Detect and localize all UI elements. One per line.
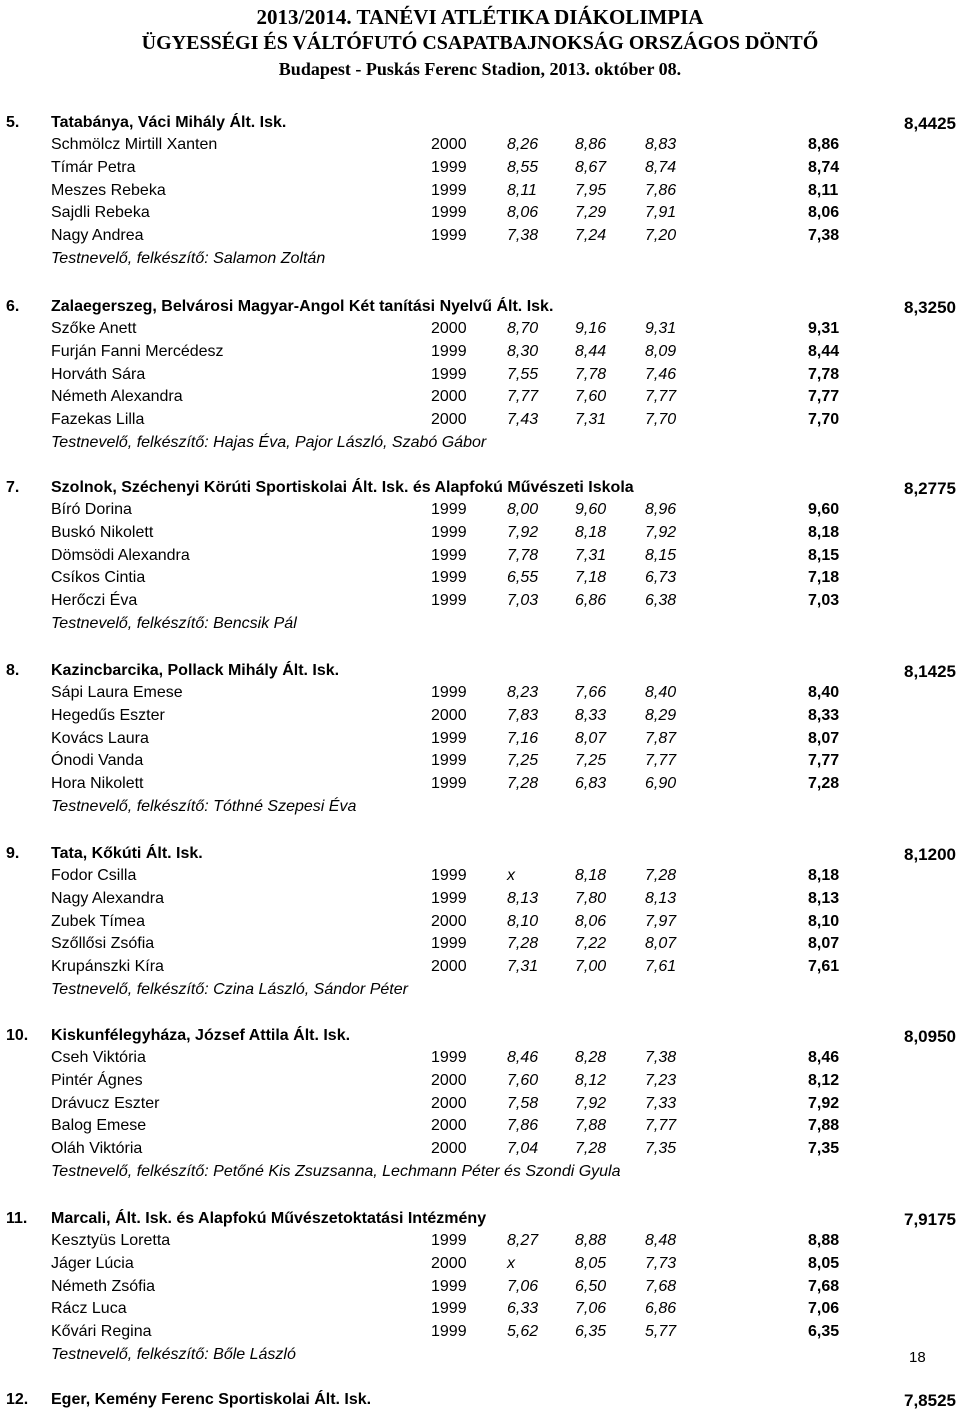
athlete-name: Nagy Andrea xyxy=(51,227,144,245)
attempt-3: 5,77 xyxy=(645,1323,677,1341)
page-header xyxy=(0,4,960,82)
athlete-name: Tímár Petra xyxy=(51,158,136,176)
attempt-3: 8,07 xyxy=(645,935,677,953)
best-result: 8,06 xyxy=(808,204,840,222)
attempt-3: 8,29 xyxy=(645,706,677,724)
athlete-row xyxy=(0,320,960,343)
athlete-name: Herőczi Éva xyxy=(51,592,138,610)
athlete-row xyxy=(0,182,960,205)
attempt-1: 7,38 xyxy=(507,227,539,245)
attempt-2: 7,95 xyxy=(575,181,607,199)
attempt-1: 7,58 xyxy=(507,1094,539,1112)
attempt-3: 8,40 xyxy=(645,684,677,701)
attempt-1: 7,83 xyxy=(507,706,539,724)
athlete-row xyxy=(0,1049,960,1072)
athlete-row xyxy=(0,1232,960,1255)
birth-year: 1999 xyxy=(431,342,467,360)
best-result: 7,70 xyxy=(808,411,840,429)
attempt-1: 7,28 xyxy=(507,935,539,953)
attempt-2: 8,18 xyxy=(575,867,607,884)
athlete-row xyxy=(0,159,960,182)
best-result: 8,18 xyxy=(808,867,840,884)
athlete-row xyxy=(0,547,960,570)
team-header xyxy=(0,298,960,320)
athlete-row xyxy=(0,890,960,913)
attempt-3: 8,09 xyxy=(645,342,677,360)
athlete-row xyxy=(0,1072,960,1095)
athlete-name: Németh Zsófia xyxy=(51,1277,156,1295)
attempt-1: 8,70 xyxy=(507,320,539,337)
athlete-row xyxy=(0,411,960,434)
athlete-name: Schmölcz Mirtill Xanten xyxy=(51,136,218,153)
athlete-row xyxy=(0,867,960,890)
team-name: Zalaegerszeg, Belvárosi Magyar-Angol Két tanítási Nyelvű Ált. Isk. xyxy=(51,298,554,315)
athlete-row xyxy=(0,1278,960,1301)
header-title: 2013/2014. TANÉVI ATLÉTIKA DIÁKOLIMPIA xyxy=(256,5,704,29)
best-result: 8,18 xyxy=(808,523,840,541)
athlete-name: Hora Nikolett xyxy=(51,775,144,793)
athlete-row xyxy=(0,204,960,227)
attempt-1: 5,62 xyxy=(507,1323,539,1341)
attempt-3: 7,87 xyxy=(645,729,677,747)
attempt-3: 7,91 xyxy=(645,204,677,222)
athlete-name: Meszes Rebeka xyxy=(51,181,166,199)
athlete-name: Nagy Alexandra xyxy=(51,889,164,907)
birth-year: 2000 xyxy=(431,1254,467,1272)
athlete-name: Németh Alexandra xyxy=(51,388,183,406)
coach-line: Testnevelő, felkészítő: Bőle László xyxy=(51,1345,296,1363)
birth-year: 2000 xyxy=(431,958,467,976)
attempt-2: 8,07 xyxy=(575,729,607,747)
attempt-2: 7,06 xyxy=(575,1300,607,1318)
attempt-1: 7,77 xyxy=(507,388,539,406)
attempt-2: 6,83 xyxy=(575,775,607,793)
attempt-2: 8,18 xyxy=(575,523,607,541)
best-result: 8,13 xyxy=(808,889,840,907)
team-score: 8,2775 xyxy=(904,479,956,498)
athlete-row xyxy=(0,913,960,936)
athlete-row xyxy=(0,730,960,753)
athlete-row xyxy=(0,684,960,707)
best-result: 7,68 xyxy=(808,1277,840,1295)
team-rank: 9. xyxy=(6,845,20,862)
attempt-2: 8,28 xyxy=(575,1049,607,1066)
attempt-2: 8,44 xyxy=(575,342,607,360)
attempt-3: 7,92 xyxy=(645,523,677,541)
attempt-3: 8,13 xyxy=(645,889,677,907)
birth-year: 2000 xyxy=(431,388,467,406)
best-result: 8,40 xyxy=(808,684,840,701)
team-header xyxy=(0,479,960,501)
athlete-name: Pintér Ágnes xyxy=(51,1071,143,1089)
athlete-name: Hegedűs Eszter xyxy=(51,706,165,724)
athlete-row xyxy=(0,569,960,592)
best-result: 8,05 xyxy=(808,1254,840,1272)
attempt-3: 7,46 xyxy=(645,365,677,383)
attempt-2: 8,67 xyxy=(575,158,607,176)
athlete-row xyxy=(0,935,960,958)
birth-year: 2000 xyxy=(431,136,467,153)
team-score: 8,3250 xyxy=(904,298,956,317)
birth-year: 1999 xyxy=(431,867,467,884)
athlete-name: Cseh Viktória xyxy=(51,1049,146,1066)
birth-year: 1999 xyxy=(431,729,467,747)
athlete-row xyxy=(0,1140,960,1163)
attempt-2: 7,24 xyxy=(575,227,607,245)
attempt-1: 8,06 xyxy=(507,204,539,222)
team-rank: 11. xyxy=(6,1210,28,1227)
birth-year: 1999 xyxy=(431,775,467,793)
page-number: 18 xyxy=(909,1349,926,1366)
athlete-name: Bíró Dorina xyxy=(51,501,132,518)
attempt-2: 7,31 xyxy=(575,411,607,429)
athlete-name: Fodor Csilla xyxy=(51,867,137,884)
birth-year: 1999 xyxy=(431,1277,467,1295)
athlete-row xyxy=(0,366,960,389)
team-name: Tata, Kőkúti Ált. Isk. xyxy=(51,845,203,862)
athlete-name: Sápi Laura Emese xyxy=(51,684,183,701)
best-result: 7,06 xyxy=(808,1300,840,1318)
attempt-2: 7,80 xyxy=(575,889,607,907)
birth-year: 1999 xyxy=(431,365,467,383)
birth-year: 1999 xyxy=(431,546,467,564)
attempt-3: 8,15 xyxy=(645,546,677,564)
attempt-1: 7,04 xyxy=(507,1140,539,1158)
attempt-1: 8,23 xyxy=(507,684,539,701)
birth-year: 2000 xyxy=(431,1140,467,1158)
birth-year: 1999 xyxy=(431,684,467,701)
athlete-name: Buskó Nikolett xyxy=(51,523,154,541)
attempt-3: 7,86 xyxy=(645,181,677,199)
attempt-3: 7,35 xyxy=(645,1140,677,1158)
team-block xyxy=(0,479,960,637)
team-block xyxy=(0,298,960,456)
coach-line: Testnevelő, felkészítő: Bencsik Pál xyxy=(51,614,297,632)
best-result: 7,92 xyxy=(808,1094,840,1112)
athlete-name: Oláh Viktória xyxy=(51,1140,143,1158)
team-header xyxy=(0,114,960,136)
attempt-1: 7,06 xyxy=(507,1277,539,1295)
team-rank: 5. xyxy=(6,114,20,131)
athlete-row xyxy=(0,1095,960,1118)
birth-year: 2000 xyxy=(431,1094,467,1112)
attempt-1: 8,10 xyxy=(507,912,539,930)
best-result: 7,38 xyxy=(808,227,840,245)
athlete-row xyxy=(0,1323,960,1346)
attempt-3: 7,68 xyxy=(645,1277,677,1295)
best-result: 6,35 xyxy=(808,1323,840,1341)
best-result: 7,35 xyxy=(808,1140,840,1158)
attempt-2: 6,86 xyxy=(575,592,607,610)
attempt-1: 7,92 xyxy=(507,523,539,541)
best-result: 7,88 xyxy=(808,1117,840,1135)
attempt-2: 8,88 xyxy=(575,1232,607,1249)
header-venue: Budapest - Puskás Ferenc Stadion, 2013. október 08. xyxy=(278,59,682,79)
coach-line: Testnevelő, felkészítő: Petőné Kis Zsuzsanna, Lechmann Péter és Szondi Gyula xyxy=(51,1162,621,1180)
attempt-2: 7,22 xyxy=(575,935,607,953)
best-result: 8,46 xyxy=(808,1049,840,1066)
team-block xyxy=(0,662,960,820)
attempt-1: 7,55 xyxy=(507,365,539,383)
attempt-2: 7,92 xyxy=(575,1094,607,1112)
attempt-3: 7,70 xyxy=(645,411,677,429)
attempt-3: 8,96 xyxy=(645,501,677,518)
team-header xyxy=(0,1391,960,1413)
coach-line: Testnevelő, felkészítő: Czina László, Sándor Péter xyxy=(51,980,408,998)
athlete-name: Balog Emese xyxy=(51,1117,147,1135)
athlete-row xyxy=(0,136,960,159)
athlete-row xyxy=(0,227,960,250)
birth-year: 1999 xyxy=(431,935,467,953)
best-result: 8,11 xyxy=(808,181,839,199)
attempt-3: 9,31 xyxy=(645,320,677,337)
birth-year: 1999 xyxy=(431,204,467,222)
athlete-name: Kovács Laura xyxy=(51,729,149,747)
team-header xyxy=(0,662,960,684)
attempt-1: 8,26 xyxy=(507,136,539,153)
best-result: 9,31 xyxy=(808,320,840,337)
athlete-row xyxy=(0,524,960,547)
attempt-1: 7,86 xyxy=(507,1117,539,1135)
team-header xyxy=(0,1027,960,1049)
birth-year: 2000 xyxy=(431,706,467,724)
attempt-3: 6,90 xyxy=(645,775,677,793)
best-result: 8,15 xyxy=(808,546,840,564)
attempt-2: 9,16 xyxy=(575,320,607,337)
athlete-row xyxy=(0,501,960,524)
attempt-2: 7,88 xyxy=(575,1117,607,1135)
attempt-2: 7,66 xyxy=(575,684,607,701)
athlete-name: Zubek Tímea xyxy=(51,912,145,930)
team-block xyxy=(0,1027,960,1185)
team-name: Kiskunfélegyháza, József Attila Ált. Isk. xyxy=(51,1027,351,1044)
team-rank: 7. xyxy=(6,479,20,496)
best-result: 7,77 xyxy=(808,388,840,406)
team-block xyxy=(0,845,960,1003)
athlete-name: Krupánszki Kíra xyxy=(51,958,164,976)
birth-year: 1999 xyxy=(431,1232,467,1249)
birth-year: 1999 xyxy=(431,523,467,541)
best-result: 7,03 xyxy=(808,592,840,610)
coach-line: Testnevelő, felkészítő: Hajas Éva, Pajor László, Szabó Gábor xyxy=(51,433,487,451)
team-name: Tatabánya, Váci Mihály Ált. Isk. xyxy=(51,114,287,131)
team-rank: 6. xyxy=(6,298,20,315)
attempt-2: 7,31 xyxy=(575,546,607,564)
coach-line: Testnevelő, felkészítő: Tóthné Szepesi Éva xyxy=(51,797,357,815)
athlete-name: Sajdli Rebeka xyxy=(51,204,150,222)
best-result: 8,10 xyxy=(808,912,840,930)
attempt-1: 6,33 xyxy=(507,1300,539,1318)
attempt-1: 8,55 xyxy=(507,158,539,176)
best-result: 7,18 xyxy=(808,569,840,587)
attempt-1: 7,31 xyxy=(507,958,539,976)
birth-year: 1999 xyxy=(431,752,467,770)
birth-year: 1999 xyxy=(431,569,467,587)
attempt-1: 7,25 xyxy=(507,752,539,770)
birth-year: 1999 xyxy=(431,1049,467,1066)
athlete-name: Ónodi Vanda xyxy=(51,752,144,770)
athlete-name: Dömsödi Alexandra xyxy=(51,546,190,564)
birth-year: 1999 xyxy=(431,1323,467,1341)
team-block xyxy=(0,114,960,272)
athlete-name: Szőllősi Zsófia xyxy=(51,935,155,953)
attempt-2: 7,00 xyxy=(575,958,607,976)
birth-year: 1999 xyxy=(431,158,467,176)
team-header xyxy=(0,1210,960,1232)
best-result: 9,60 xyxy=(808,501,840,518)
birth-year: 2000 xyxy=(431,1071,467,1089)
attempt-2: 7,18 xyxy=(575,569,607,587)
attempt-2: 8,86 xyxy=(575,136,607,153)
team-block xyxy=(0,1391,960,1413)
athlete-row xyxy=(0,1300,960,1323)
best-result: 8,86 xyxy=(808,136,840,153)
athlete-name: Rácz Luca xyxy=(51,1300,127,1318)
attempt-3: 8,48 xyxy=(645,1232,677,1249)
best-result: 7,78 xyxy=(808,365,840,383)
attempt-1: 8,46 xyxy=(507,1049,539,1066)
team-name: Eger, Kemény Ferenc Sportiskolai Ált. Isk. xyxy=(51,1391,372,1408)
attempt-3: 7,28 xyxy=(645,867,677,884)
attempt-3: 7,77 xyxy=(645,388,677,406)
athlete-row xyxy=(0,775,960,798)
team-score: 8,1425 xyxy=(904,662,956,681)
attempt-3: 7,23 xyxy=(645,1071,677,1089)
attempt-1: 8,00 xyxy=(507,501,539,518)
athlete-row xyxy=(0,1117,960,1140)
athlete-name: Csíkos Cintia xyxy=(51,569,146,587)
athlete-row xyxy=(0,752,960,775)
attempt-3: 7,77 xyxy=(645,1117,677,1135)
team-score: 7,8525 xyxy=(904,1391,956,1410)
header-subtitle: ÜGYESSÉGI ÉS VÁLTÓFUTÓ CSAPATBAJNOKSÁG ORSZÁGOS DÖNTŐ xyxy=(141,32,819,54)
birth-year: 1999 xyxy=(431,181,467,199)
coach-line: Testnevelő, felkészítő: Salamon Zoltán xyxy=(51,249,326,267)
attempt-3: 7,73 xyxy=(645,1254,677,1272)
attempt-2: 9,60 xyxy=(575,501,607,518)
attempt-1: 7,43 xyxy=(507,411,539,429)
athlete-row xyxy=(0,343,960,366)
attempt-1: x xyxy=(507,1254,515,1272)
best-result: 8,74 xyxy=(808,158,840,176)
attempt-3: 6,38 xyxy=(645,592,677,610)
best-result: 8,07 xyxy=(808,935,840,953)
team-name: Marcali, Ált. Isk. és Alapfokú Művészetoktatási Intézmény xyxy=(51,1210,487,1227)
attempt-2: 7,25 xyxy=(575,752,607,770)
attempt-1: x xyxy=(507,867,515,884)
athlete-name: Jáger Lúcia xyxy=(51,1254,134,1272)
birth-year: 2000 xyxy=(431,411,467,429)
athlete-name: Szőke Anett xyxy=(51,320,137,337)
attempt-2: 8,33 xyxy=(575,706,607,724)
best-result: 7,77 xyxy=(808,752,840,770)
attempt-1: 6,55 xyxy=(507,569,539,587)
team-block xyxy=(0,1210,960,1368)
attempt-2: 7,28 xyxy=(575,1140,607,1158)
birth-year: 2000 xyxy=(431,1117,467,1135)
attempt-3: 7,20 xyxy=(645,227,677,245)
team-rank: 12. xyxy=(6,1391,29,1408)
attempt-2: 6,35 xyxy=(575,1323,607,1341)
attempt-3: 6,86 xyxy=(645,1300,677,1318)
attempt-1: 8,30 xyxy=(507,342,539,360)
attempt-3: 7,38 xyxy=(645,1049,677,1066)
team-score: 8,1200 xyxy=(904,845,956,864)
athlete-row xyxy=(0,958,960,981)
attempt-3: 6,73 xyxy=(645,569,677,587)
birth-year: 2000 xyxy=(431,912,467,930)
attempt-2: 8,05 xyxy=(575,1254,607,1272)
attempt-2: 8,12 xyxy=(575,1071,607,1089)
attempt-3: 8,83 xyxy=(645,136,677,153)
attempt-3: 7,97 xyxy=(645,912,677,930)
birth-year: 1999 xyxy=(431,592,467,610)
athlete-row xyxy=(0,1255,960,1278)
attempt-2: 7,78 xyxy=(575,365,607,383)
attempt-1: 8,13 xyxy=(507,889,539,907)
attempt-3: 7,77 xyxy=(645,752,677,770)
team-rank: 10. xyxy=(6,1027,29,1044)
athlete-row xyxy=(0,592,960,615)
best-result: 8,44 xyxy=(808,342,840,360)
team-score: 8,4425 xyxy=(904,114,956,133)
birth-year: 1999 xyxy=(431,227,467,245)
attempt-3: 8,74 xyxy=(645,158,677,176)
team-header xyxy=(0,845,960,867)
athlete-name: Drávucz Eszter xyxy=(51,1094,160,1112)
attempt-2: 7,60 xyxy=(575,388,607,406)
athlete-row xyxy=(0,707,960,730)
team-score: 7,9175 xyxy=(904,1210,956,1229)
attempt-2: 7,29 xyxy=(575,204,607,222)
attempt-1: 7,78 xyxy=(507,546,539,564)
birth-year: 2000 xyxy=(431,320,467,337)
attempt-1: 7,60 xyxy=(507,1071,539,1089)
birth-year: 1999 xyxy=(431,501,467,518)
athlete-name: Kővári Regina xyxy=(51,1323,152,1341)
attempt-1: 8,27 xyxy=(507,1232,539,1249)
best-result: 8,12 xyxy=(808,1071,840,1089)
athlete-name: Fazekas Lilla xyxy=(51,411,145,429)
best-result: 7,61 xyxy=(808,958,840,976)
attempt-2: 8,06 xyxy=(575,912,607,930)
attempt-1: 7,16 xyxy=(507,729,539,747)
birth-year: 1999 xyxy=(431,889,467,907)
team-score: 8,0950 xyxy=(904,1027,956,1046)
athlete-name: Horváth Sára xyxy=(51,365,146,383)
athlete-name: Kesztyüs Loretta xyxy=(51,1232,171,1249)
attempt-1: 7,28 xyxy=(507,775,539,793)
best-result: 7,28 xyxy=(808,775,840,793)
athlete-row xyxy=(0,388,960,411)
attempt-1: 7,03 xyxy=(507,592,539,610)
best-result: 8,07 xyxy=(808,729,840,747)
attempt-2: 6,50 xyxy=(575,1277,607,1295)
birth-year: 1999 xyxy=(431,1300,467,1318)
athlete-name: Furján Fanni Mercédesz xyxy=(51,342,224,360)
best-result: 8,33 xyxy=(808,706,840,724)
attempt-1: 8,11 xyxy=(507,181,537,199)
team-name: Kazincbarcika, Pollack Mihály Ált. Isk. xyxy=(51,662,340,679)
team-rank: 8. xyxy=(6,662,20,679)
attempt-3: 7,61 xyxy=(645,958,677,976)
attempt-3: 7,33 xyxy=(645,1094,677,1112)
best-result: 8,88 xyxy=(808,1232,840,1249)
team-name: Szolnok, Széchenyi Körúti Sportiskolai Ált. Isk. és Alapfokú Művészeti Iskola xyxy=(51,479,634,496)
